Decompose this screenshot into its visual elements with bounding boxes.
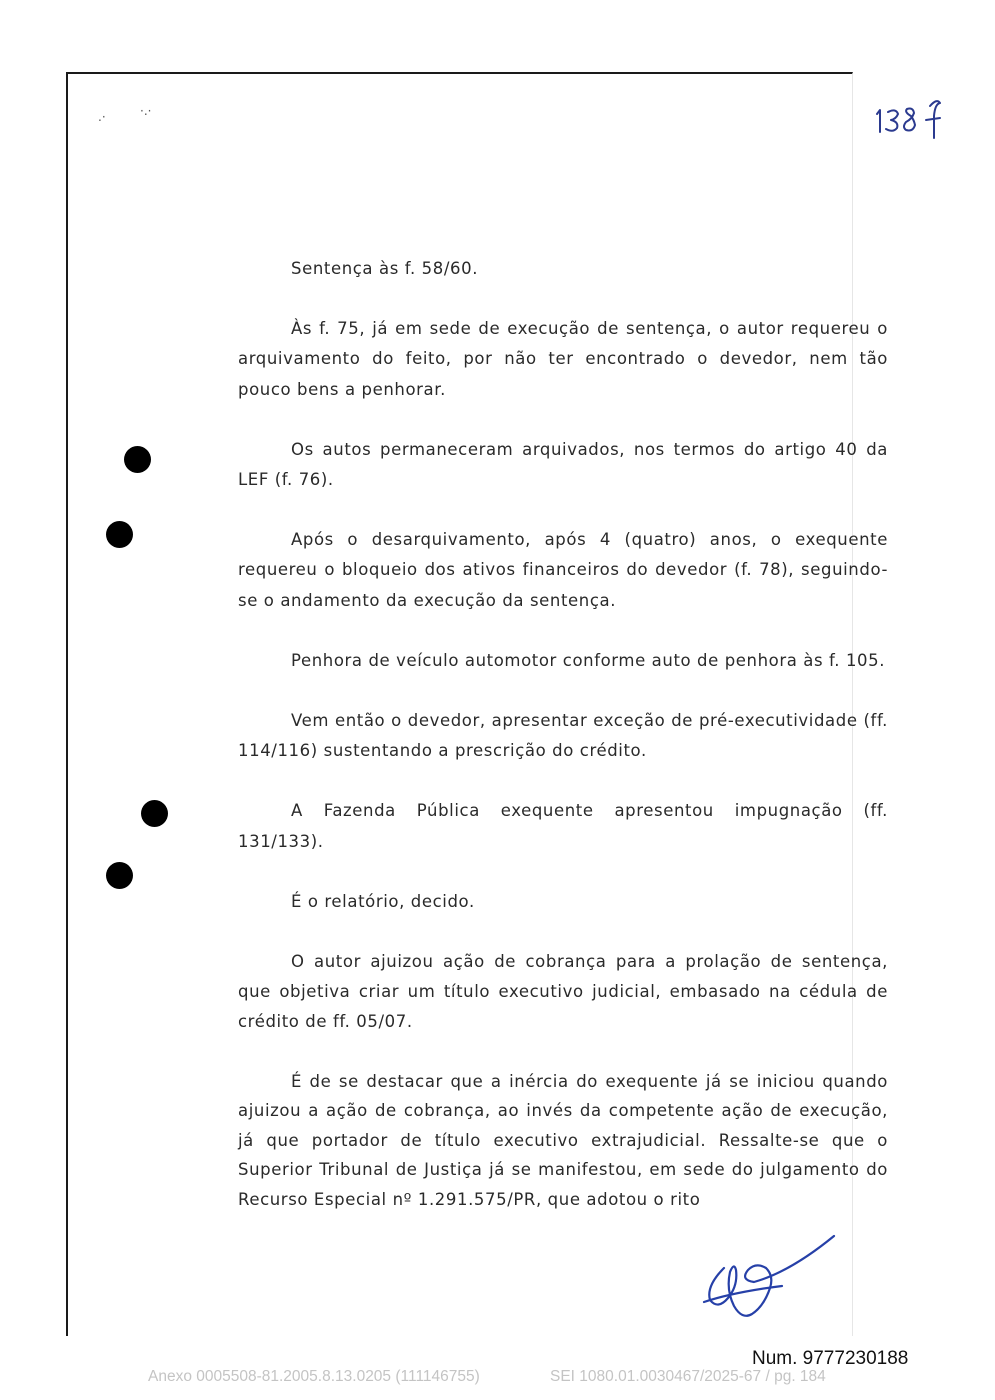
sentence-body	[238, 254, 888, 1245]
paragraph: Após o desarquivamento, após 4 (quatro) anos, o exequente requereu o bloqueio dos ativos financeiros do devedor (f. 78), seguindo-se o andamento da execução da sentença.	[238, 530, 888, 610]
folio-handwriting-icon	[874, 96, 954, 146]
document-number-stamp: Num. 9777230188	[752, 1348, 909, 1369]
footer-sei-reference: SEI 1080.01.0030467/2025-67 / pg. 184	[550, 1368, 826, 1385]
paragraph: Penhora de veículo automotor conforme auto de penhora às f. 105.	[291, 650, 886, 670]
punch-hole-mark	[106, 862, 133, 889]
scan-speck: .·	[98, 110, 106, 124]
paragraph: Às f. 75, já em sede de execução de sentença, o autor requereu o arquivamento do feito, por não ter encontrado o devedor, nem tão pouco bens a penhorar.	[238, 319, 888, 399]
signature	[694, 1228, 844, 1328]
paragraph: A Fazenda Pública exequente apresentou impugnação (ff. 131/133).	[238, 801, 888, 851]
paragraph: Os autos permaneceram arquivados, nos termos do artigo 40 da LEF (f. 76).	[238, 439, 888, 490]
scan-speck: ·.·	[140, 104, 152, 118]
paragraph: É de se destacar que a inércia do exequente já se iniciou quando ajuizou a ação de cobrança, ao invés da competente ação de execução, já que portador de título executivo extrajudicial. Ressalte-se que o Superior Tribunal de Justiça já se manifestou, em sede do julgamento do Recurso Especial nº 1.291.575/PR, que adotou o rito	[238, 1071, 888, 1210]
paragraph: É o relatório, decido.	[291, 891, 475, 911]
footer-annex-reference: Anexo 0005508-81.2005.8.13.0205 (111146755)	[148, 1368, 480, 1385]
punch-hole-mark	[124, 446, 151, 473]
handwritten-folio-number	[874, 96, 954, 146]
paragraph: Vem então o devedor, apresentar exceção de pré-executividade (ff. 114/116) sustentando a prescrição do crédito.	[238, 711, 888, 761]
punch-hole-mark	[106, 521, 133, 548]
paragraph: Sentença às f. 58/60.	[291, 259, 479, 278]
punch-hole-mark	[141, 800, 168, 827]
signature-icon	[694, 1228, 844, 1328]
paragraph: O autor ajuizou ação de cobrança para a prolação de sentença, que objetiva criar um título executivo judicial, embasado na cédula de crédito de ff. 05/07.	[238, 952, 888, 1032]
